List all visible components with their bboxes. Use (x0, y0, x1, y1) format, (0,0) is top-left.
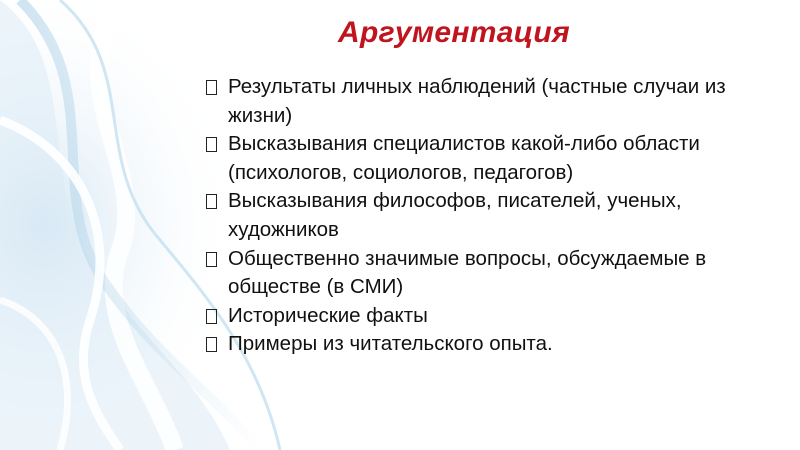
list-item (206, 245, 776, 302)
argument-list (206, 73, 776, 359)
bullet-square-icon (206, 194, 217, 209)
slide-title: Аргументация (338, 16, 571, 49)
list-item (206, 130, 776, 187)
list-item (206, 302, 776, 331)
list-item-text: Исторические факты (228, 303, 428, 327)
list-item (206, 330, 776, 359)
list-item-text: Результаты личных наблюдений (частные случаи из жизни) (228, 75, 726, 127)
bullet-square-icon (206, 337, 217, 352)
list-item-text: Общественно значимые вопросы, обсуждаемые в обществе (в СМИ) (228, 246, 707, 299)
list-item-text: Высказывания специалистов какой-либо области (психологов, социологов, педагогов) (228, 132, 700, 184)
bullet-square-icon (206, 80, 217, 95)
list-item-text: Примеры из читательского опыта. (228, 332, 553, 356)
bullet-square-icon (206, 252, 217, 267)
bullet-square-icon (206, 137, 217, 152)
list-item (206, 187, 776, 244)
list-item (206, 73, 776, 130)
list-item-text: Высказывания философов, писателей, ученых, художников (228, 189, 682, 241)
bullet-square-icon (206, 309, 217, 324)
